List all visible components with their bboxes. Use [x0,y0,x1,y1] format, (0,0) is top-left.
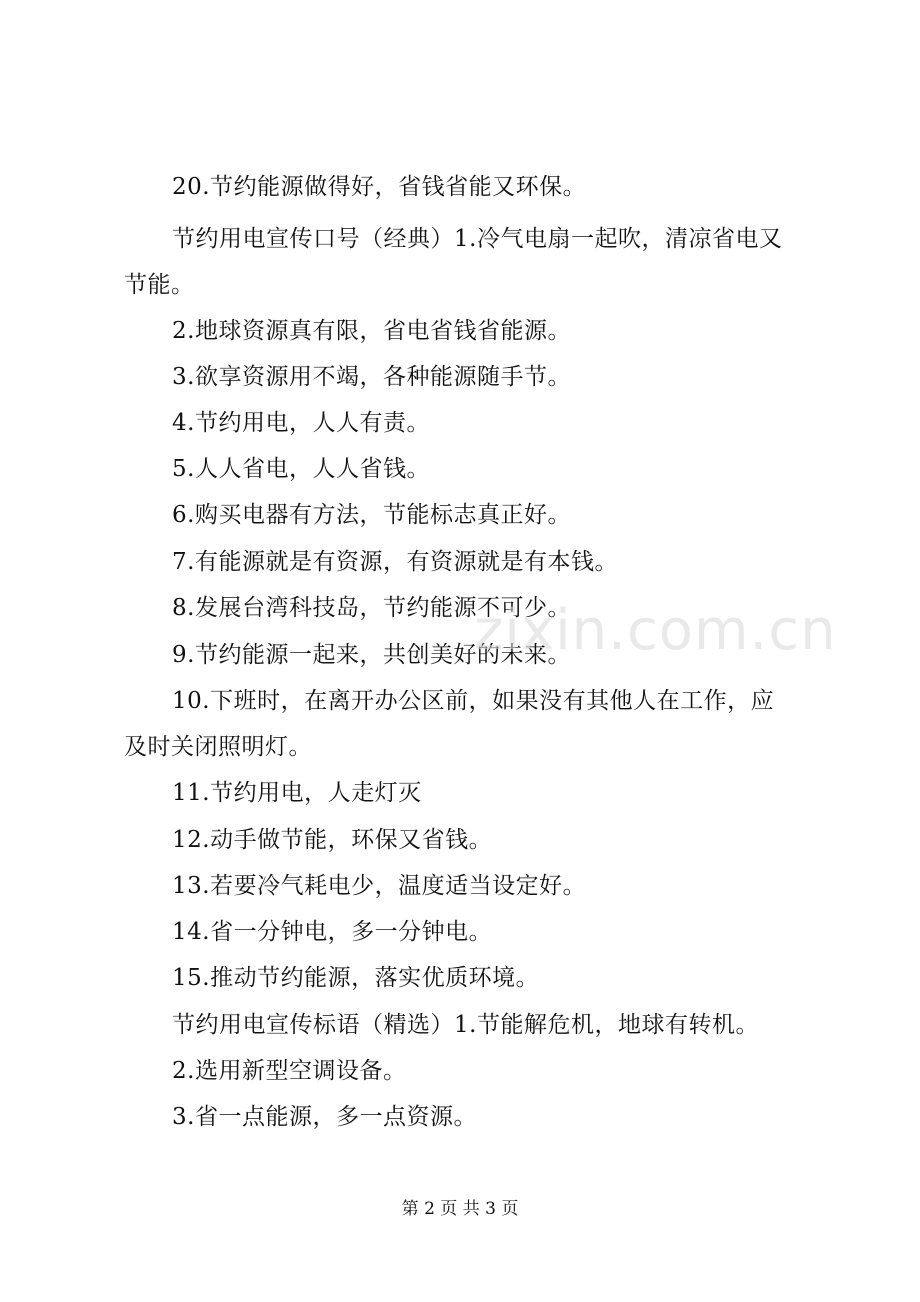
text-line: 节能。 [124,272,195,298]
text-line: 2.选用新型空调设备。 [172,1058,407,1084]
text-line: 20.节约能源做得好，省钱省能又环保。 [172,174,587,200]
text-line: 7.有能源就是有资源，有资源就是有本钱。 [172,549,618,575]
watermark: zixin.com.cn [474,598,837,663]
text-line: 3.省一点能源，多一点资源。 [172,1104,477,1130]
text-line: 8.发展台湾科技岛，节约能源不可少。 [172,595,571,621]
text-line: 5.人人省电，人人省钱。 [172,456,430,482]
text-line: 10.下班时，在离开办公区前，如果没有其他人在工作，应 [172,688,775,714]
text-line: 节约用电宣传标语（精选）1.节能解危机，地球有转机。 [172,1012,759,1038]
text-line: 9.节约能源一起来，共创美好的未来。 [172,642,571,668]
text-line: 12.动手做节能，环保又省钱。 [172,827,493,853]
page-footer: 第 2 页 共 3 页 [401,1199,519,1219]
text-line: 6.购买电器有方法，节能标志真正好。 [172,502,571,528]
text-line: 3.欲享资源用不竭，各种能源随手节。 [172,364,571,390]
text-line: 4.节约用电，人人有责。 [172,410,430,436]
text-line: 14.省一分钟电，多一分钟电。 [172,919,493,945]
text-line: 2.地球资源真有限，省电省钱省能源。 [172,318,571,344]
text-line: 11.节约用电，人走灯灭 [172,780,422,806]
text-line: 15.推动节约能源，落实优质环境。 [172,965,540,991]
text-line: 及时关闭照明灯。 [124,734,312,760]
text-line: 节约用电宣传口号（经典）1.冷气电扇一起吹，清凉省电又 [172,226,783,252]
text-line: 13.若要冷气耗电少，温度适当设定好。 [172,873,587,899]
